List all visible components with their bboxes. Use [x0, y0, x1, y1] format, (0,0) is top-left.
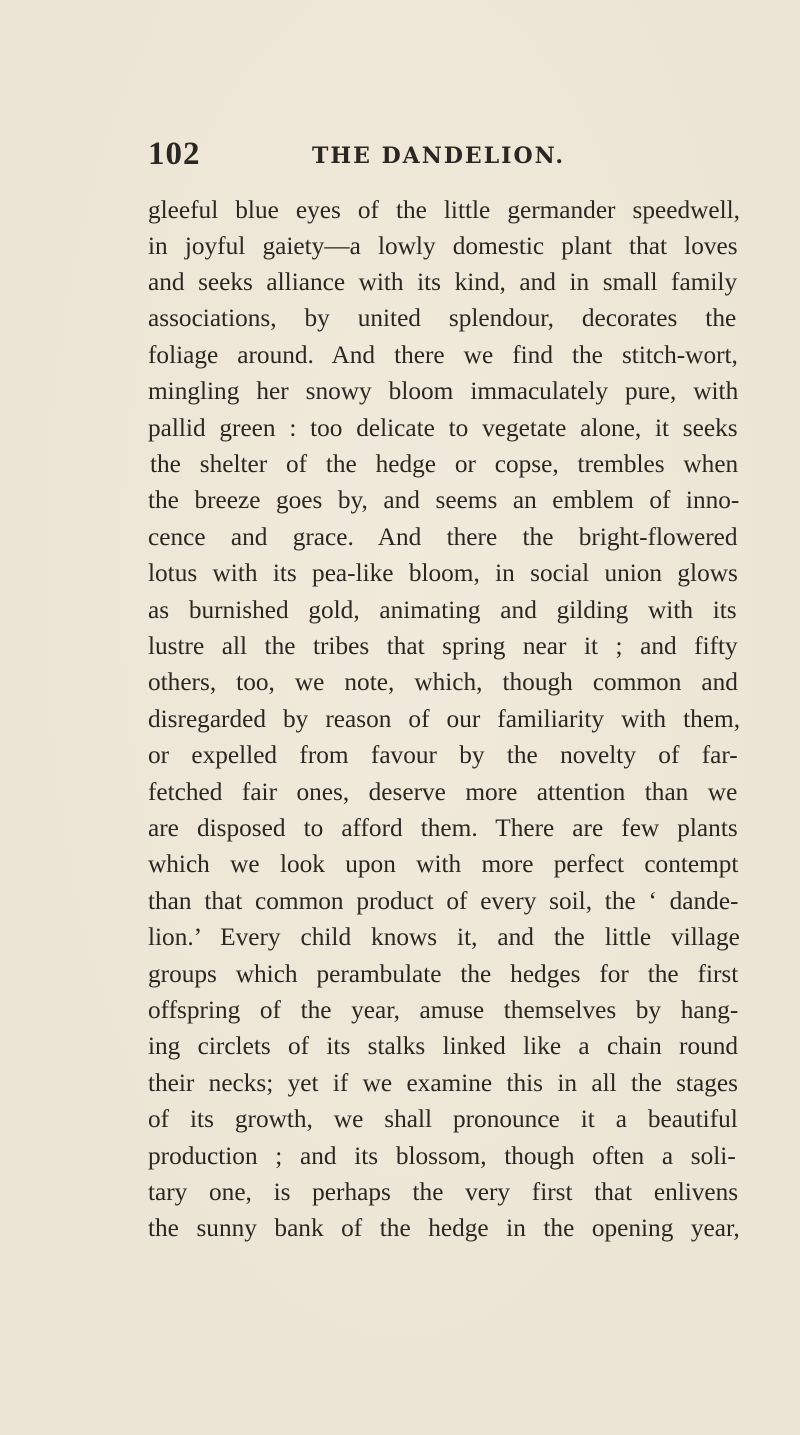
- text-line: their necks; yet if we examine this in all the stages: [148, 1069, 739, 1097]
- text-line: gleeful blue eyes of the little germander speedwell,: [148, 196, 740, 224]
- text-line: pallid green : too delicate to vegetate alone, it seeks: [148, 414, 738, 442]
- page-number: 102: [148, 136, 201, 172]
- text-line: tary one, is perhaps the very first that enlivens: [148, 1178, 739, 1206]
- text-line: the shelter of the hedge or copse, trembles when: [150, 450, 739, 478]
- text-line: the sunny bank of the hedge in the opening year,: [148, 1214, 740, 1242]
- text-line: cence and grace. And there the bright-flowered: [148, 523, 738, 551]
- text-line: associations, by united splendour, decorates the: [148, 304, 737, 332]
- text-line: lion.’ Every child knows it, and the little village: [148, 923, 740, 951]
- text-line: disregarded by reason of our familiarity with them,: [148, 705, 741, 733]
- text-line: offspring of the year, amuse themselves by hang-: [148, 996, 739, 1024]
- text-line: mingling her snowy bloom immaculately pure, with: [148, 377, 739, 405]
- text-line: production ; and its blossom, though often a soli-: [148, 1142, 736, 1170]
- text-line: and seeks alliance with its kind, and in small family: [148, 268, 738, 296]
- text-line: others, too, we note, which, though common and: [148, 668, 738, 696]
- running-title: THE DANDELION.: [312, 143, 565, 169]
- text-line: the breeze goes by, and seems an emblem of inno-: [148, 486, 740, 514]
- text-line: than that common product of every soil, the ‘ dande-: [148, 887, 739, 915]
- text-line: lustre all the tribes that spring near it ; and fifty: [148, 632, 738, 660]
- text-line: in joyful gaiety—a lowly domestic plant that loves: [148, 232, 738, 260]
- text-line: as burnished gold, animating and gilding with its: [148, 596, 737, 624]
- text-line: foliage around. And there we find the stitch-wort,: [148, 341, 738, 369]
- text-line: ing circlets of its stalks linked like a chain round: [148, 1032, 739, 1060]
- text-line: are disposed to afford them. There are few plants: [148, 814, 738, 842]
- text-line: groups which perambulate the hedges for the first: [148, 960, 739, 988]
- text-line: of its growth, we shall pronounce it a beautiful: [148, 1105, 738, 1133]
- text-line: lotus with its pea-like bloom, in social union glows: [148, 559, 738, 587]
- text-line: fetched fair ones, deserve more attention than we: [148, 778, 738, 806]
- text-line: which we look upon with more perfect contempt: [148, 850, 739, 878]
- text-line: or expelled from favour by the novelty of far-: [148, 741, 738, 769]
